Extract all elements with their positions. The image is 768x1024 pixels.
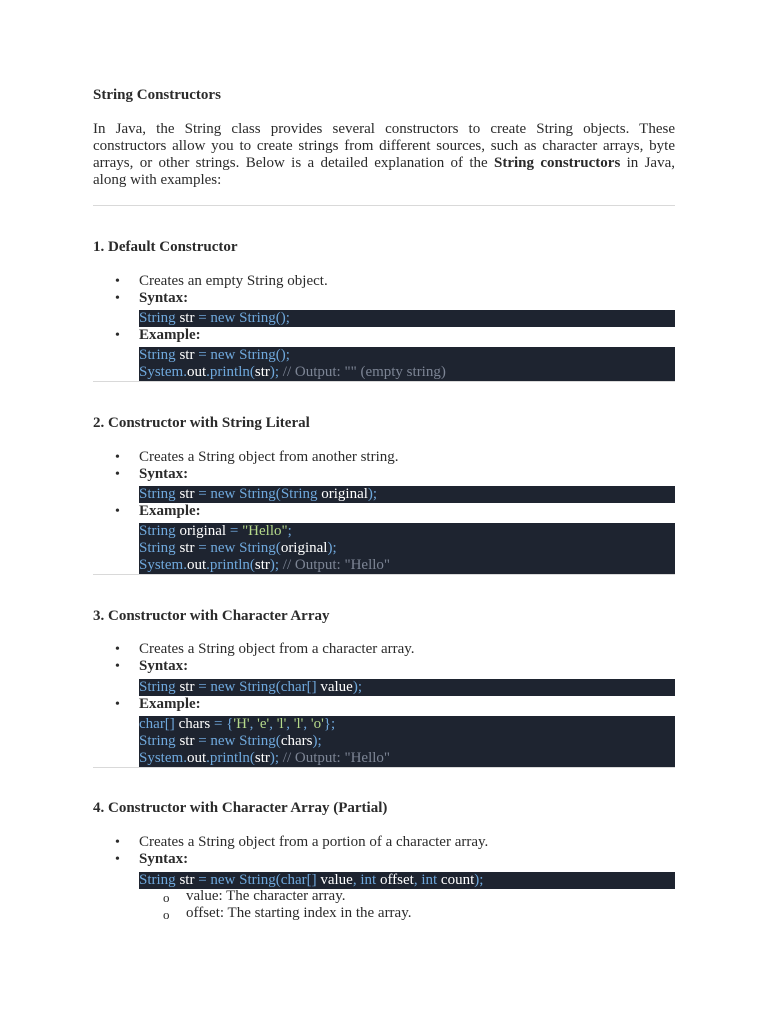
section-4-syntax-code bbox=[139, 872, 675, 889]
bullet-icon: • bbox=[115, 642, 120, 657]
code-line: System.out.println(str); // Output: "Hello" bbox=[139, 557, 391, 573]
intro-bold-text: String constructors bbox=[494, 155, 621, 171]
section-1-example-label: Example: bbox=[139, 327, 201, 343]
param-offset-description: offset: The starting index in the array. bbox=[186, 905, 412, 921]
intro-paragraph bbox=[93, 121, 675, 189]
code-line: String str = new String(chars); bbox=[139, 733, 322, 749]
section-4-description: Creates a String object from a portion of a character array. bbox=[139, 834, 489, 850]
intro-text-1: In Java, the String class provides several constructors to create String objects. These constructors allow you to create strings from different sources, such as character arrays, byte arrays, or other strings. Below is a detailed explanation of the bbox=[93, 121, 675, 171]
section-heading-character-array-partial: 4. Constructor with Character Array (Partial) bbox=[93, 800, 388, 816]
horizontal-divider bbox=[93, 767, 675, 768]
page-title: String Constructors bbox=[93, 87, 221, 103]
code-line: String str = new String(); bbox=[139, 310, 290, 326]
bullet-icon: • bbox=[115, 450, 120, 465]
section-2-syntax-label: Syntax: bbox=[139, 466, 189, 482]
section-heading-character-array: 3. Constructor with Character Array bbox=[93, 608, 330, 624]
bullet-icon: • bbox=[115, 697, 120, 712]
section-1-example-code bbox=[139, 347, 675, 381]
bullet-icon: • bbox=[115, 835, 120, 850]
bullet-icon: • bbox=[115, 659, 120, 674]
code-line: System.out.println(str); // Output: "" (empty string) bbox=[139, 364, 446, 380]
section-4-syntax-label: Syntax: bbox=[139, 851, 189, 867]
section-2-example-label: Example: bbox=[139, 503, 201, 519]
horizontal-divider bbox=[93, 205, 675, 206]
code-line: System.out.println(str); // Output: "Hello" bbox=[139, 750, 391, 766]
param-value-description: value: The character array. bbox=[186, 888, 346, 904]
code-line: String str = new String(original); bbox=[139, 540, 337, 556]
intro-text-2: in Java, along with examples: bbox=[93, 155, 675, 188]
section-1-syntax-label: Syntax: bbox=[139, 290, 189, 306]
section-2-description: Creates a String object from another string. bbox=[139, 449, 399, 465]
code-line: String str = new String(String original); bbox=[139, 486, 378, 502]
section-3-description: Creates a String object from a character array. bbox=[139, 641, 415, 657]
section-2-example-code bbox=[139, 523, 675, 574]
code-line: String str = new String(); bbox=[139, 347, 290, 363]
code-line: String original = "Hello"; bbox=[139, 523, 292, 539]
section-2-syntax-code bbox=[139, 486, 675, 503]
sub-bullet-icon: o bbox=[163, 890, 170, 905]
section-3-example-code bbox=[139, 716, 675, 767]
section-3-example-label: Example: bbox=[139, 696, 201, 712]
section-1-syntax-code bbox=[139, 310, 675, 327]
sub-bullet-icon: o bbox=[163, 907, 170, 922]
bullet-icon: • bbox=[115, 291, 120, 306]
section-heading-default-constructor: 1. Default Constructor bbox=[93, 239, 238, 255]
section-3-syntax-label: Syntax: bbox=[139, 658, 189, 674]
code-line: String str = new String(char[] value); bbox=[139, 679, 363, 695]
section-1-description: Creates an empty String object. bbox=[139, 273, 328, 289]
horizontal-divider bbox=[93, 381, 675, 382]
bullet-icon: • bbox=[115, 328, 120, 343]
code-line: char[] chars = {'H', 'e', 'l', 'l', 'o'}; bbox=[139, 716, 336, 732]
section-3-syntax-code bbox=[139, 679, 675, 696]
bullet-icon: • bbox=[115, 504, 120, 519]
code-line: String str = new String(char[] value, int offset, int count); bbox=[139, 872, 484, 888]
bullet-icon: • bbox=[115, 274, 120, 289]
bullet-icon: • bbox=[115, 852, 120, 867]
section-heading-string-literal: 2. Constructor with String Literal bbox=[93, 415, 310, 431]
horizontal-divider bbox=[93, 574, 675, 575]
bullet-icon: • bbox=[115, 467, 120, 482]
